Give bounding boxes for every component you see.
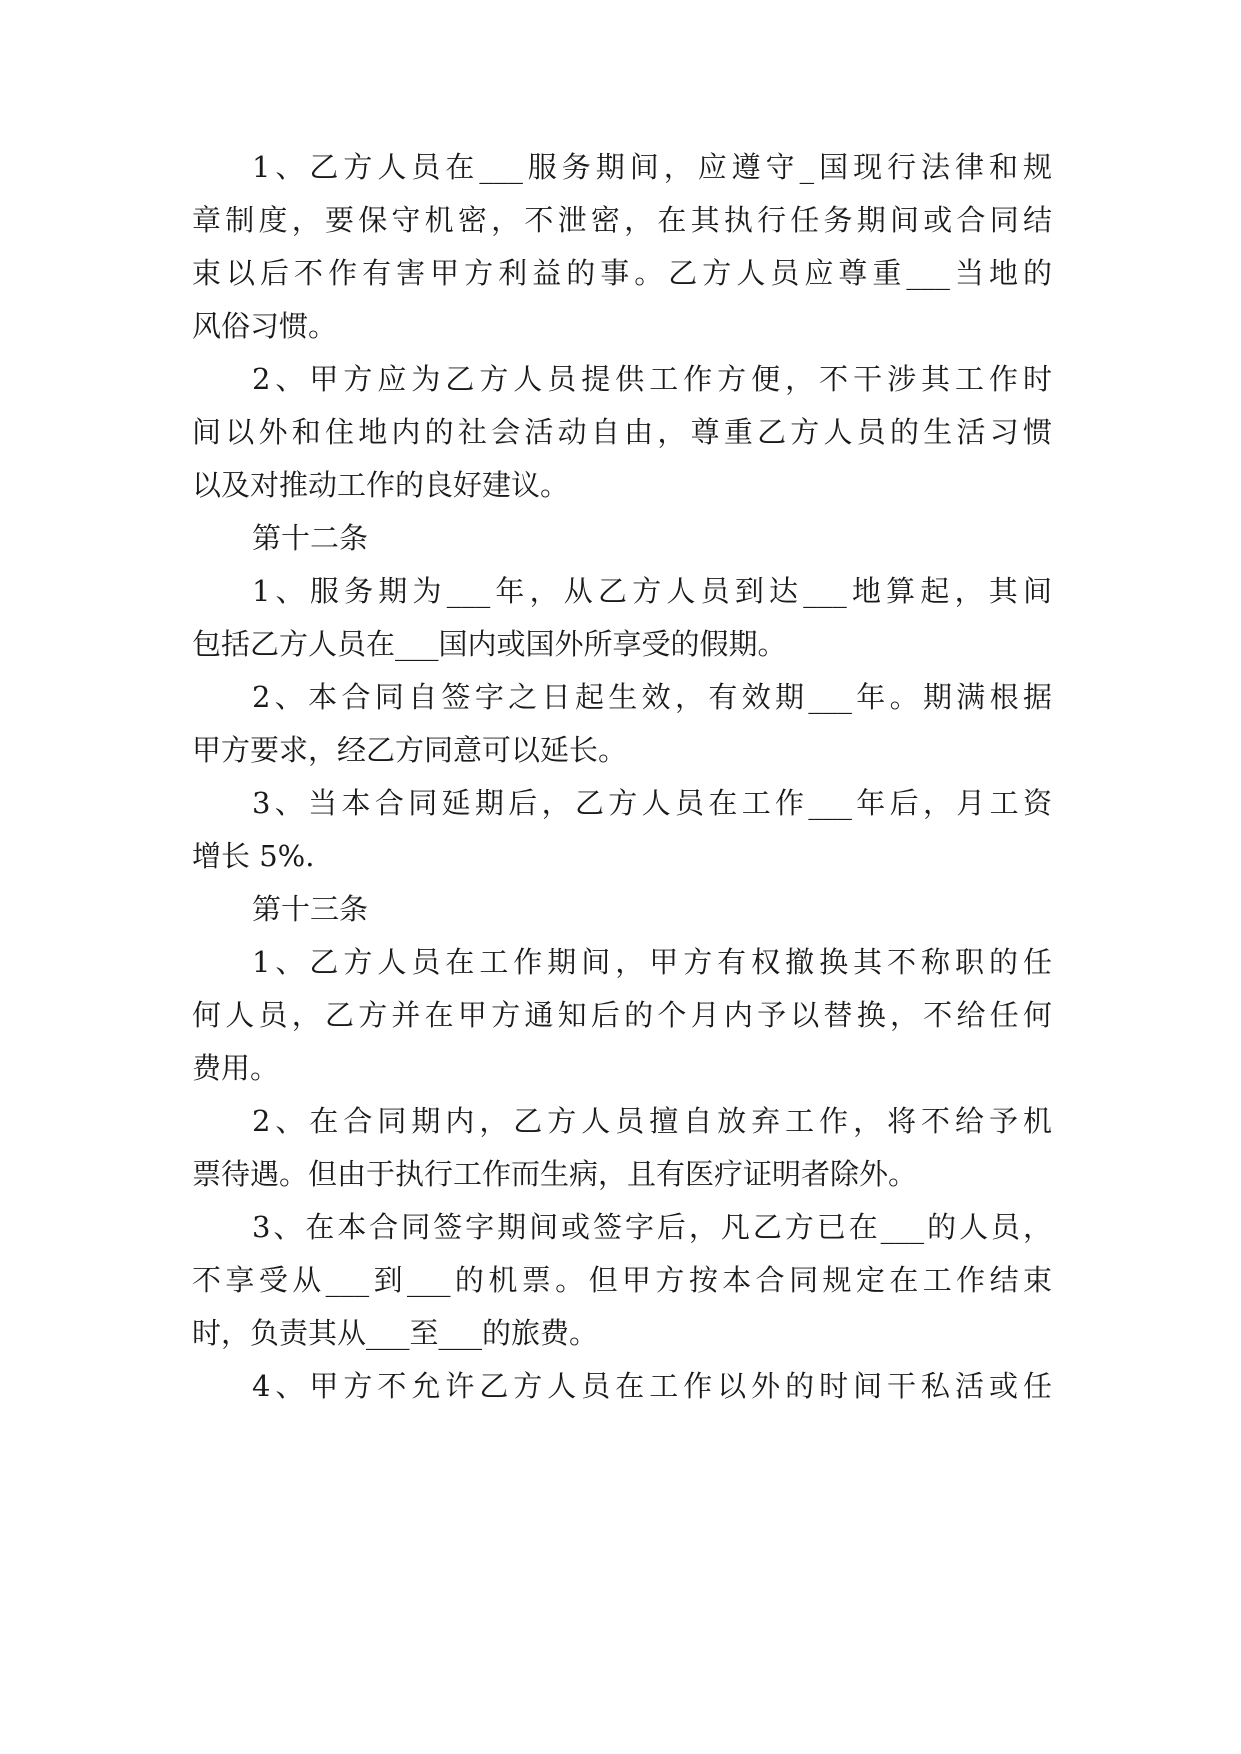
paragraph-line: 间以外和住地内的社会活动自由，尊重乙方人员的生活习惯	[192, 415, 1052, 449]
paragraph-line: 束以后不作有害甲方利益的事。乙方人员应尊重___当地的	[192, 256, 1052, 290]
paragraph-line: 不享受从___到___的机票。但甲方按本合同规定在工作结束	[192, 1263, 1052, 1297]
paragraph-line: 3、在本合同签字期间或签字后，凡乙方已在___的人员，	[252, 1210, 1052, 1244]
paragraph-line: 何人员，乙方并在甲方通知后的个月内予以替换，不给任何	[192, 998, 1052, 1032]
paragraph-line: 以及对推动工作的良好建议。	[192, 468, 570, 502]
paragraph-line: 1、乙方人员在工作期间，甲方有权撤换其不称职的任	[252, 945, 1052, 979]
paragraph-line: 1、乙方人员在___服务期间，应遵守_国现行法律和规	[252, 150, 1052, 184]
paragraph-line: 3、当本合同延期后，乙方人员在工作___年后，月工资	[252, 786, 1052, 820]
paragraph-line: 4、甲方不允许乙方人员在工作以外的时间干私活或任	[252, 1369, 1052, 1403]
article-heading: 第十三条	[252, 892, 369, 926]
article-heading: 第十二条	[252, 521, 369, 555]
paragraph-line: 费用。	[192, 1051, 280, 1085]
paragraph-line: 2、甲方应为乙方人员提供工作方便，不干涉其工作时	[252, 362, 1052, 396]
paragraph-line: 时，负责其从___至___的旅费。	[192, 1316, 599, 1350]
paragraph-line: 风俗习惯。	[192, 309, 338, 343]
paragraph-line: 2、本合同自签字之日起生效，有效期___年。期满根据	[252, 680, 1052, 714]
paragraph-line: 甲方要求，经乙方同意可以延长。	[192, 733, 628, 767]
paragraph-line: 2、在合同期内，乙方人员擅自放弃工作，将不给予机	[252, 1104, 1052, 1138]
paragraph-line: 章制度，要保守机密，不泄密，在其执行任务期间或合同结	[192, 203, 1052, 237]
paragraph-line: 包括乙方人员在___国内或国外所享受的假期。	[192, 627, 787, 661]
paragraph-line: 票待遇。但由于执行工作而生病，且有医疗证明者除外。	[192, 1157, 918, 1191]
paragraph-line: 1、服务期为___年，从乙方人员到达___地算起，其间	[252, 574, 1052, 608]
paragraph-line: 增长 5%.	[192, 839, 315, 873]
